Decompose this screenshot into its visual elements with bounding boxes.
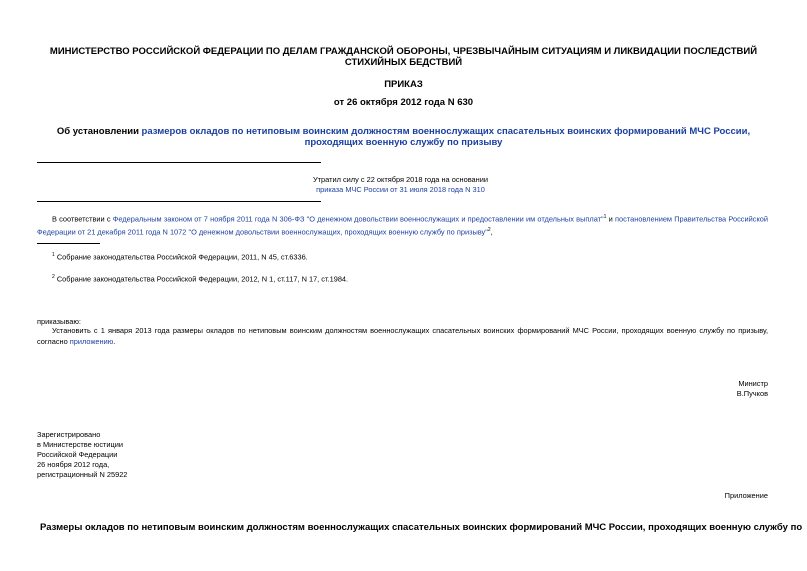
order-end: . <box>113 336 116 346</box>
footnote-divider <box>37 243 100 244</box>
title-link[interactable]: размеров окладов по нетиповым воинским должностям военнослужащих спасательных воинских формирований МЧС России, проходящих военную службу по призыву <box>141 126 751 148</box>
signature-position: Министр <box>738 379 768 388</box>
registration-line-1: Зарегистрировано <box>37 430 101 439</box>
repeal-order-link[interactable]: приказа МЧС России от 31 июля 2018 года N 310 <box>316 185 485 194</box>
divider-bottom <box>37 201 321 202</box>
footnote-mark-2: 2 <box>52 274 55 280</box>
document-title <box>40 126 767 148</box>
date-number-heading: от 26 октября 2012 года N 630 <box>333 97 474 108</box>
signature-name: В.Пучков <box>736 389 768 398</box>
order-lead: приказываю: <box>37 317 81 326</box>
title-prefix: Об установлении <box>56 126 142 137</box>
footnote-ref-1[interactable]: 1 <box>603 214 607 220</box>
ministry-heading: МИНИСТЕРСТВО РОССИЙСКОЙ ФЕДЕРАЦИИ ПО ДЕЛАМ ГРАЖДАНСКОЙ ОБОРОНЫ, ЧРЕЗВЫЧАЙНЫМ СИТУАЦИЯМ И ЛИКВИДАЦИИ ПОСЛЕДСТВИЙ СТИХИЙНЫХ БЕДСТВИЙ <box>49 46 758 68</box>
preamble-text-3: , <box>490 227 493 237</box>
appendix-link[interactable]: приложению <box>69 336 114 346</box>
registration-line-2: в Министерстве юстиции <box>37 440 124 449</box>
preamble-paragraph <box>37 212 768 238</box>
order-paragraph <box>37 326 768 347</box>
appendix-label: Приложение <box>724 491 768 500</box>
order-text: Установить с 1 января 2013 года размеры окладов по нетиповым воинским должностям военнослужащих спасательных воинских формирований МЧС России, проходящих военную службу по призыву, согласно <box>37 326 768 346</box>
footnote-text-1: Собрание законодательства Российской Федерации, 2011, N 45, ст.6336. <box>54 252 308 262</box>
divider-top <box>37 162 321 163</box>
footnote-mark-1: 1 <box>52 252 55 258</box>
federal-law-link[interactable]: Федеральным законом от 7 ноября 2011 года N 306-ФЗ "О денежном довольствии военнослужащих и предоставлении им отдельных выплат" <box>112 214 604 224</box>
registration-line-3: Российской Федерации <box>37 450 118 459</box>
appendix-title: Размеры окладов по нетиповым воинским должностям военнослужащих спасательных воинских формирований МЧС России, проходящих военную службу по <box>40 522 803 533</box>
footnote-2 <box>52 272 752 284</box>
footnote-1 <box>52 250 752 262</box>
footnote-text-2: Собрание законодательства Российской Федерации, 2012, N 1, ст.117, N 17, ст.1984. <box>54 274 349 284</box>
government-decree-link[interactable]: постановлением Правительства Российской Федерации от 21 декабря 2011 года N 1072 "О денежном довольствии военнослужащих, проходящих военную службу по призыву" <box>37 214 768 237</box>
footnote-ref-2[interactable]: 2 <box>487 226 491 233</box>
preamble-text-1: В соответствии с <box>52 214 113 224</box>
registration-line-5: регистрационный N 25922 <box>37 470 128 479</box>
preamble-text-2: и <box>606 214 616 224</box>
status-line: Утратил силу с 22 октября 2018 года на основании <box>312 175 489 184</box>
registration-line-4: 26 ноября 2012 года, <box>37 460 110 469</box>
doc-type-heading: ПРИКАЗ <box>384 79 423 90</box>
status-link-line <box>37 185 764 195</box>
